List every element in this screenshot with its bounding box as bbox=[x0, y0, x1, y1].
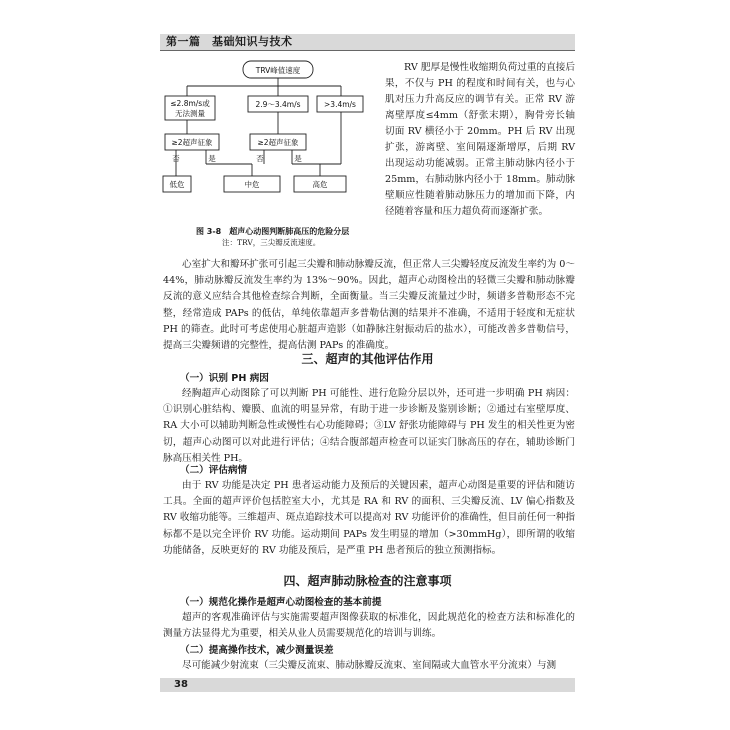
label-high: 高危 bbox=[312, 180, 328, 189]
label-low: 低危 bbox=[169, 180, 185, 189]
paragraph-3: 由于 RV 功能是决定 PH 患者运动能力及预后的关键因素，超声心动图是重要的评估和随访工具。全面的超声评价包括腔室大小，尤其是 RA 和 RV 的面积、三尖瓣反流、LV 偏心指数及 RV 收缩功能等。三维超声、斑点追踪技术可以提高对 RV 功能评价的准确性，但目前任何一种指标都不是以完全评价 RV 功能。运动期间 PAPs 发生明显的增加（>30mmHg），即所谓的收缩功能储备，反映更好的 RV 功能及预后，是严重 PH 患者预后的独立预测指标。 bbox=[163, 480, 575, 556]
paragraph-4: 超声的客观准确评估与实施需要超声图像获取的标准化，因此规范化的检查方法和标准化的测量方法显得尤为重要，相关从业人员需要规范化的培训与训练。 bbox=[163, 612, 575, 640]
label-q1: ≥2超声征象 bbox=[171, 138, 213, 147]
risk-flowchart bbox=[160, 58, 375, 218]
label-no2: 否 bbox=[256, 154, 264, 163]
section-heading-3: 三、超声的其他评估作用 bbox=[301, 352, 434, 366]
figure-note: 注：TRV，三尖瓣反流速度。 bbox=[222, 238, 321, 247]
paragraph-1: 心室扩大和瓣环扩张可引起三尖瓣和肺动脉瓣反流，但正常人三尖瓣轻度反流发生率约为 0～44%，肺动脉瓣反流发生率约为 13%～90%。因此，超声心动图检出的轻微三尖瓣和肺动脉瓣反流的意义应结合其他检查综合判断，全面衡量。当三尖瓣反流量过少时，频谱多普勒形态不完整，经常造成 PAPs 的低估，单纯依靠超声多普勒估测的结果并不准确，不适用于轻度和无症状 PH 的筛查。此时可考虑使用心脏超声造影（如静脉注射振动后的盐水），可能改善多普勒信号，提高三尖瓣频谱的完整性，提高估测 PAPs 的准确度。 bbox=[163, 259, 575, 352]
label-yes1: 是 bbox=[208, 154, 216, 163]
paragraph-2: 经胸超声心动图除了可以判断 PH 可能性、进行危险分层以外，还可进一步明确 PH 病因：①识别心脏结构、瓣膜、血流的明显异常，有助于进一步诊断及鉴别诊断；②通过右室壁厚度、RA 大小可以辅助判断急性或慢性右心功能障碍；③LV 舒张功能障碍与 PH 发生的相关性更为密切，超声心动图可以对此进行评估；④结合腹部超声检查可以证实门脉高压的存在，辅助诊断门脉高压相关性 PH。 bbox=[163, 388, 575, 464]
label-q2: ≥2超声征象 bbox=[257, 138, 299, 147]
figure-caption bbox=[196, 226, 386, 248]
subheading-2: （二）评估病情 bbox=[180, 465, 248, 476]
page-number: 38 bbox=[174, 679, 188, 690]
subheading-1: （一）识别 PH 病因 bbox=[180, 373, 269, 384]
label-trv: TRV峰值速度 bbox=[255, 66, 301, 75]
label-yes2: 是 bbox=[294, 154, 302, 163]
subheading-3: （一）规范化操作是超声心动图检查的基本前提 bbox=[180, 597, 382, 608]
subheading-4: （二）提高操作技术，减少测量误差 bbox=[180, 645, 334, 656]
label-b3: >3.4m/s bbox=[324, 100, 356, 109]
page-footer bbox=[160, 678, 575, 692]
label-no1: 否 bbox=[172, 154, 180, 163]
header-title: 第一篇 基础知识与技术 bbox=[166, 35, 293, 48]
running-header bbox=[160, 34, 575, 51]
paragraph-5: 尽可能减少射流束（三尖瓣反流束、肺动脉瓣反流束、室间隔或大血管水平分流束）与测 bbox=[182, 660, 557, 671]
side-column-text: RV 肥厚是慢性收缩期负荷过重的直接后果，不仅与 PH 的程度和时间有关，也与心肌对压力升高反应的调节有关。正常 RV 游离壁厚度≤4mm（舒张末期），胸骨旁长轴切面 RV 横径小于 20mm。PH 后 RV 出现扩张，游离壁、室间隔逐渐增厚，后期 RV 出现运动功能减弱。正常主肺动脉内径小于 25mm，右肺动脉内径小于 18mm。肺动脉壁顺应性随着肺动脉压力的增加而下降，内径随着容量和压力超负荷而逐渐扩张。 bbox=[385, 62, 575, 217]
label-b1a: ≤2.8m/s或 bbox=[170, 99, 210, 108]
label-b2: 2.9～3.4m/s bbox=[255, 100, 301, 109]
section-heading-4: 四、超声肺动脉检查的注意事项 bbox=[283, 574, 452, 588]
label-mid: 中危 bbox=[244, 180, 260, 189]
figure-title: 图 3-8 超声心动图判断肺高压的危险分层 bbox=[196, 227, 350, 236]
label-b1b: 无法测量 bbox=[175, 109, 205, 118]
